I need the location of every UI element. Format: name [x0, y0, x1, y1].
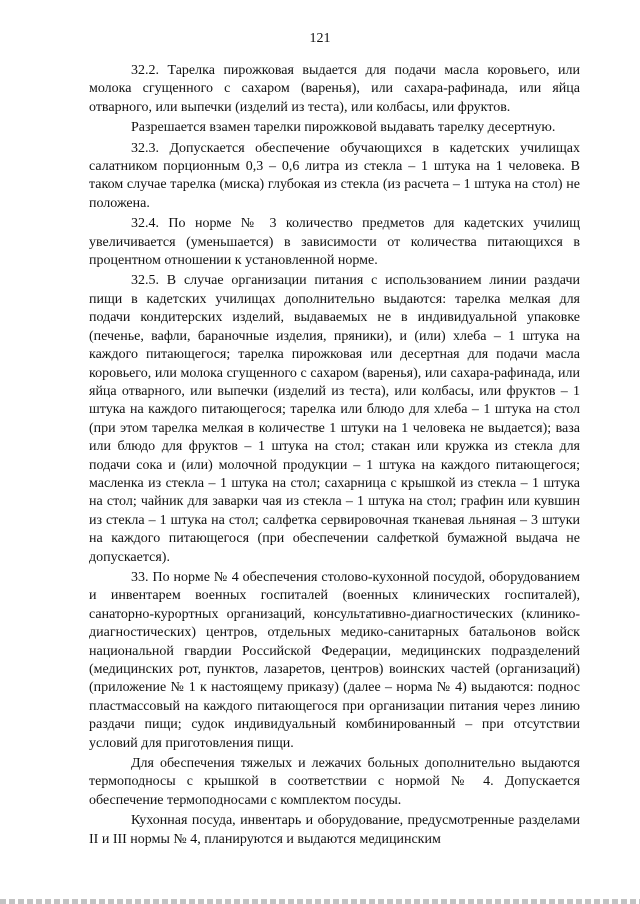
paragraph-32-3: 32.3. Допускается обеспечение обучающихся в кадетских училищах салатником порционным 0,3 – 0,6 литра из стекла – 1 штука на 1 человека. В таком случае тарелка (миска) глубокая из стекла (из расчета – 1 штука на стол) не положена. — [89, 140, 580, 211]
paragraph-32-2-note: Разрешается взамен тарелки пирожковой выдавать тарелку десертную. — [131, 120, 556, 136]
document-body — [89, 62, 580, 851]
paragraph-32-5: 32.5. В случае организации питания с использованием линии раздачи пищи в кадетских училищах дополнительно выдаются: тарелка мелкая для подачи кондитерских изделий, выдаваемых не в индивидуальной упаковке (печенье, вафли, бараночные изделия, пряники), и (или) хлеба – 1 штука на каждого питающегося; тарелка пирожковая или десертная для подачи масла коровьего, или молока сгущенного с сахаром (варенья), или сахара-рафинада, или яйца отварного, или выпечки (изделий из теста), или колбасы, или фруктов – 1 штука на каждого питающегося; тарелка или блюдо для хлеба – 1 штука на стол (при этом тарелка мелкая в количестве 1 штуки на 1 человека не выдается); ваза или блюдо для фруктов – 1 штука на стол; стакан или кружка из стекла для подачи сока и (или) молочной продукции – 1 штука на каждого питающегося; масленка из стекла – 1 штука на стол; сахарница с крышкой из стекла – 1 штука на стол; чайник для заварки чая из стекла – 1 штука на стол; графин или кувшин из стекла – 1 штука на стол; салфетка сервировочная тканевая льняная – 3 штуки на каждого питающегося (при обеспечении салфеткой бумажной выдача не допускается). — [89, 273, 580, 565]
paragraph-33-thermo-trays: Для обеспечения тяжелых и лежачих больных дополнительно выдаются термоподносы с крышкой в соответствии с нормой № 4. Допускается обеспечение термоподносами с комплектом посуды. — [89, 756, 580, 808]
paragraph-32-2: 32.2. Тарелка пирожковая выдается для подачи масла коровьего, или молока сгущенного с сахаром (варенья), или сахара-рафинада, или яйца отварного, или выпечки (изделий из теста), или колбасы, или фруктов. — [89, 63, 580, 115]
page-number: 121 — [309, 31, 331, 46]
scan-bottom-edge — [0, 899, 640, 904]
paragraph-33: 33. По норме № 4 обеспечения столово-кухонной посудой, оборудованием и инвентарем военных госпиталей (военных клинических госпиталей), санаторно-курортных организаций, консультативно-диагностических (клинико-диагностических) центров, отдельных медико-санитарных батальонов войск национальной гвардии Российской Федерации, медицинских подразделений (медицинских рот, пунктов, лазаретов, центров) воинских частей (организаций) (приложение № 1 к настоящему приказу) (далее – норма № 4) выдаются: поднос пластмассовый на каждого питающегося при организации питания через линию раздачи пищи; судок индивидуальный комбинированный – при отсутствии условий для приготовления пищи. — [89, 569, 580, 751]
paragraph-32-4: 32.4. По норме № 3 количество предметов для кадетских училищ увеличивается (уменьшается) в зависимости от количества питающихся в процентном отношении к установленной норме. — [89, 216, 580, 269]
paragraph-33-kitchenware: Кухонная посуда, инвентарь и оборудование, предусмотренные разделами II и III нормы № 4, планируются и выдаются медицинским — [89, 813, 580, 847]
